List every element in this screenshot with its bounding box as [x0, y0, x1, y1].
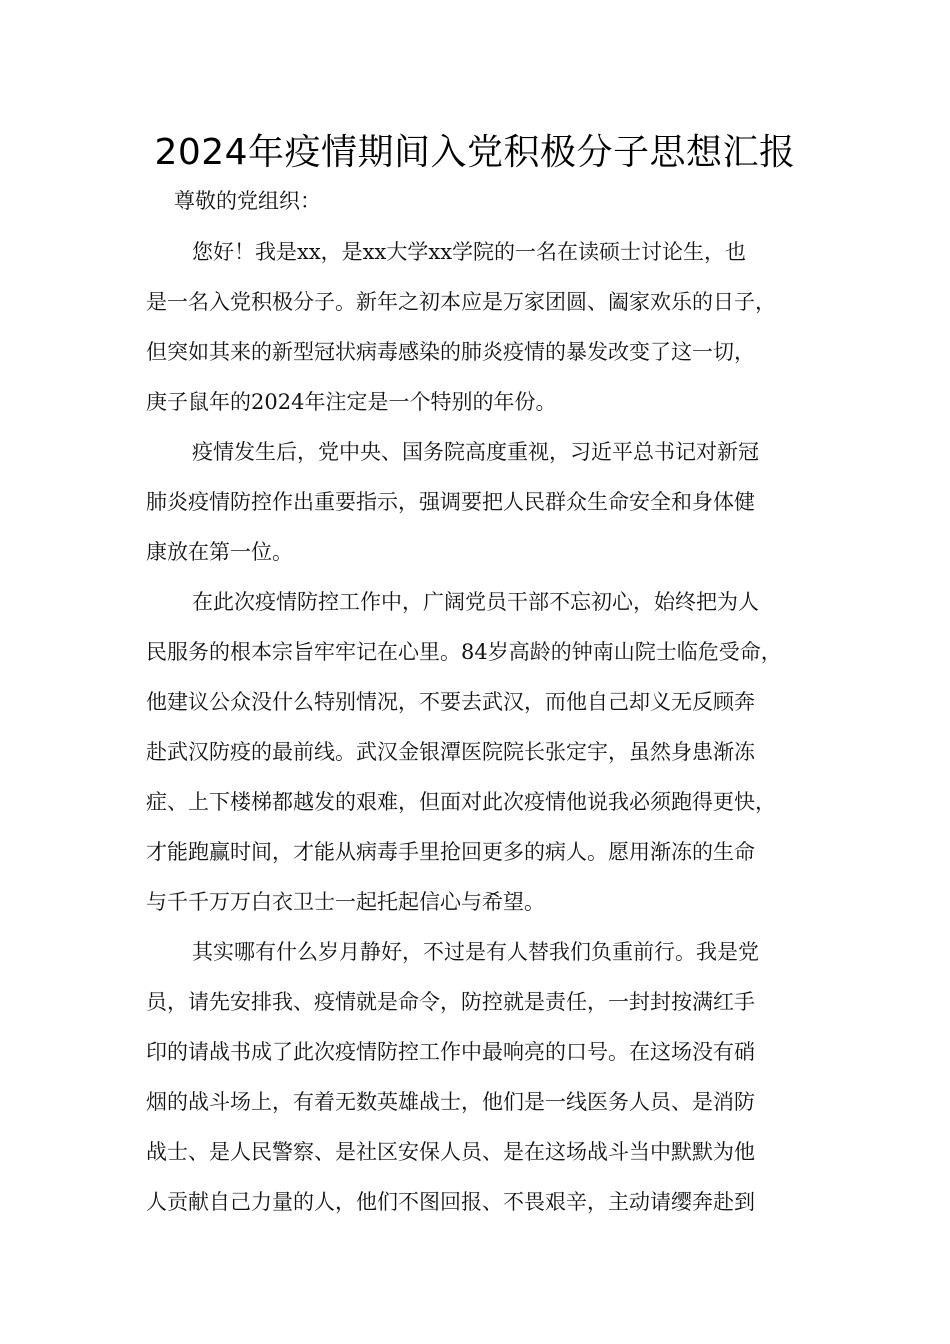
text-line: 庚子鼠年的2024年注定是一个特别的年份。 — [146, 390, 557, 414]
text-line: 赴武汉防疫的最前线。武汉金银潭医院院长张定宇，虽然身患渐冻 — [146, 740, 755, 764]
text-line: 康放在第一位。 — [146, 540, 293, 564]
text-line: 民服务的根本宗旨牢牢记在心里。84岁高龄的钟南山院士临危受命， — [146, 640, 782, 664]
text-line: 症、上下楼梯都越发的艰难，但面对此次疫情他说我必须跑得更快， — [146, 790, 776, 814]
text-line: 是一名入党积极分子。新年之初本应是万家团圆、阖家欢乐的日子， — [146, 290, 776, 314]
text-line: 其实哪有什么岁月静好，不过是有人替我们负重前行。我是党 — [192, 940, 759, 964]
text-line: 印的请战书成了此次疫情防控工作中最响亮的口号。在这场没有硝 — [146, 1040, 755, 1064]
text-line: 在此次疫情防控工作中，广阔党员干部不忘初心，始终把为人 — [192, 590, 759, 614]
text-line: 才能跑赢时间，才能从病毒手里抢回更多的病人。愿用渐冻的生命 — [146, 840, 755, 864]
text-line: 员，请先安排我、疫情就是命令，防控就是责任，一封封按满红手 — [146, 990, 755, 1014]
document-title: 2024年疫情期间入党积极分子思想汇报 — [154, 132, 796, 173]
text-line: 烟的战斗场上，有着无数英雄战士，他们是一线医务人员、是消防 — [146, 1090, 755, 1114]
text-line: 他建议公众没什么特别情况，不要去武汉，而他自己却义无反顾奔 — [146, 690, 755, 714]
text-line: 疫情发生后，党中央、国务院高度重视，习近平总书记对新冠 — [192, 440, 759, 464]
text-line: 肺炎疫情防控作出重要指示，强调要把人民群众生命安全和身体健 — [146, 490, 755, 514]
text-line: 与千千万万白衣卫士一起托起信心与希望。 — [146, 890, 545, 914]
text-line: 但突如其来的新型冠状病毒感染的肺炎疫情的暴发改变了这一切， — [146, 340, 755, 364]
text-line: 人贡献自己力量的人，他们不图回报、不畏艰辛，主动请缨奔赴到 — [146, 1190, 755, 1214]
text-line: 战士、是人民警察、是社区安保人员、是在这场战斗当中默默为他 — [146, 1140, 755, 1164]
salutation: 尊敬的党组织： — [174, 189, 321, 213]
text-line: 您好！我是xx，是xx大学xx学院的一名在读硕士讨论生，也 — [192, 240, 747, 264]
